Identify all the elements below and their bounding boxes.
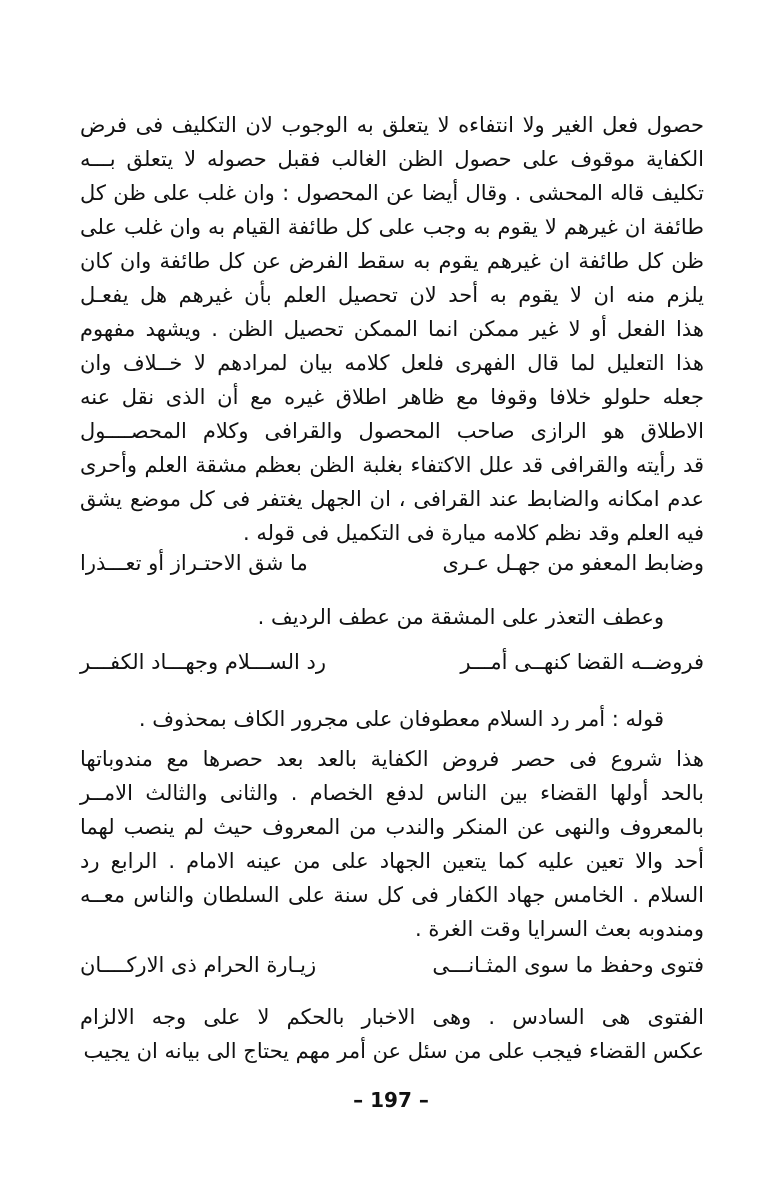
verse-first-hemistich: فتوى وحفظ ما سوى المثـانـــى [432, 953, 704, 977]
commentary-line-2 [80, 702, 704, 736]
text-line: فيه العلم وقد نظم كلامه ميارة فى التكميل فى قوله . [243, 521, 704, 545]
text-line: هذا الفعل أو لا غير ممكن انما الممكن تحصيل الظن . ويشهد مفهوم [80, 317, 704, 341]
page-number: – 197 – [353, 1088, 429, 1112]
text-line: الفتوى هى السادس . وهى الاخبار بالحكم لا على وجه الالزام [80, 1005, 704, 1029]
text-line: حصول فعل الغير ولا انتفاءه لا يتعلق به الوجوب لان التكليف فى فرض [80, 113, 704, 137]
text-line: بالحد أولها القضاء بين الناس لدفع الخصام . والثانى والثالث الامــر [80, 781, 704, 805]
commentary-line-1 [80, 600, 704, 634]
commentary-text: وعطف التعذر على المشقة من عطف الرديف . [257, 605, 664, 629]
verse-second-hemistich: رد الســـلام وجهـــاد الكفـــر [80, 650, 326, 674]
verse-first-hemistich: فروضــه القضا كنهــى أمـــر [460, 650, 704, 674]
text-line: بالمعروف والنهى عن المنكر والندب من المعروف حيث لم ينصب لهما [80, 815, 704, 839]
text-line: يلزم منه ان لا يقوم به أحد لان تحصيل العلم بأن غيرهم هل يفعـل [80, 283, 704, 307]
paragraph-2 [80, 742, 704, 946]
text-line: جعله حلولو خلافا وقوفا مع ظاهر اطلاق غيره مع أن الذى نقل عنه [80, 385, 704, 409]
text-line: ومندوبه بعث السرايا وقت الغرة . [414, 917, 704, 941]
verse-first-hemistich: وضابط المعفو من جهـل عـرى [442, 551, 704, 575]
text-line: الاطلاق هو الرازى صاحب المحصول والقرافى وكلام المحصــــول [80, 419, 704, 443]
text-line: ظن كل طائفة ان غيرهم يقوم به سقط الفرض عن كل طائفة وان كان [80, 249, 704, 273]
text-line: أحد والا تعين عليه كما يتعين الجهاد على من عينه الامام . الرابع رد [80, 849, 704, 873]
paragraph-3 [80, 1000, 704, 1068]
verse-line-3 [80, 948, 704, 982]
commentary-text: قوله : أمر رد السلام معطوفان على مجرور الكاف بمحذوف . [138, 707, 664, 731]
text-line: عكس القضاء فيجب على من سئل عن أمر مهم يحتاج الى بيانه ان يجيب [83, 1039, 704, 1063]
text-line: قد رأيته والقرافى قد علل الاكتفاء بغلبة الظن بعظم مشقة العلم وأحرى [80, 453, 704, 477]
text-line: الكفاية موقوف على حصول الظن الغالب فقبل حصوله لا يتعلق بـــه [80, 147, 704, 171]
text-line: هذا التعليل لما قال الفهرى فلعل كلامه بيان لمرادهم لا خــلاف وان [80, 351, 704, 375]
verse-line-2 [80, 645, 704, 679]
text-line: تكليف قاله المحشى . وقال أيضا عن المحصول : وان غلب على ظن كل [80, 181, 704, 205]
verse-second-hemistich: زيـارة الحرام ذى الاركــــان [80, 953, 317, 977]
text-line: عدم امكانه والضابط عند القرافى ، ان الجهل يغتفر فى كل موضع يشق [80, 487, 704, 511]
text-line: طائفة ان غيرهم لا يقوم به وجب على كل طائفة القيام به وان غلب على [80, 215, 704, 239]
verse-line-1 [80, 546, 704, 580]
text-line: هذا شروع فى حصر فروض الكفاية بالعد بعد حصرها مع مندوباتها [80, 747, 704, 771]
verse-second-hemistich: ما شق الاحتـراز أو تعـــذرا [80, 551, 308, 575]
text-line: السلام . الخامس جهاد الكفار فى كل سنة على السلطان والناس معــه [80, 883, 704, 907]
paragraph-1 [80, 108, 704, 550]
